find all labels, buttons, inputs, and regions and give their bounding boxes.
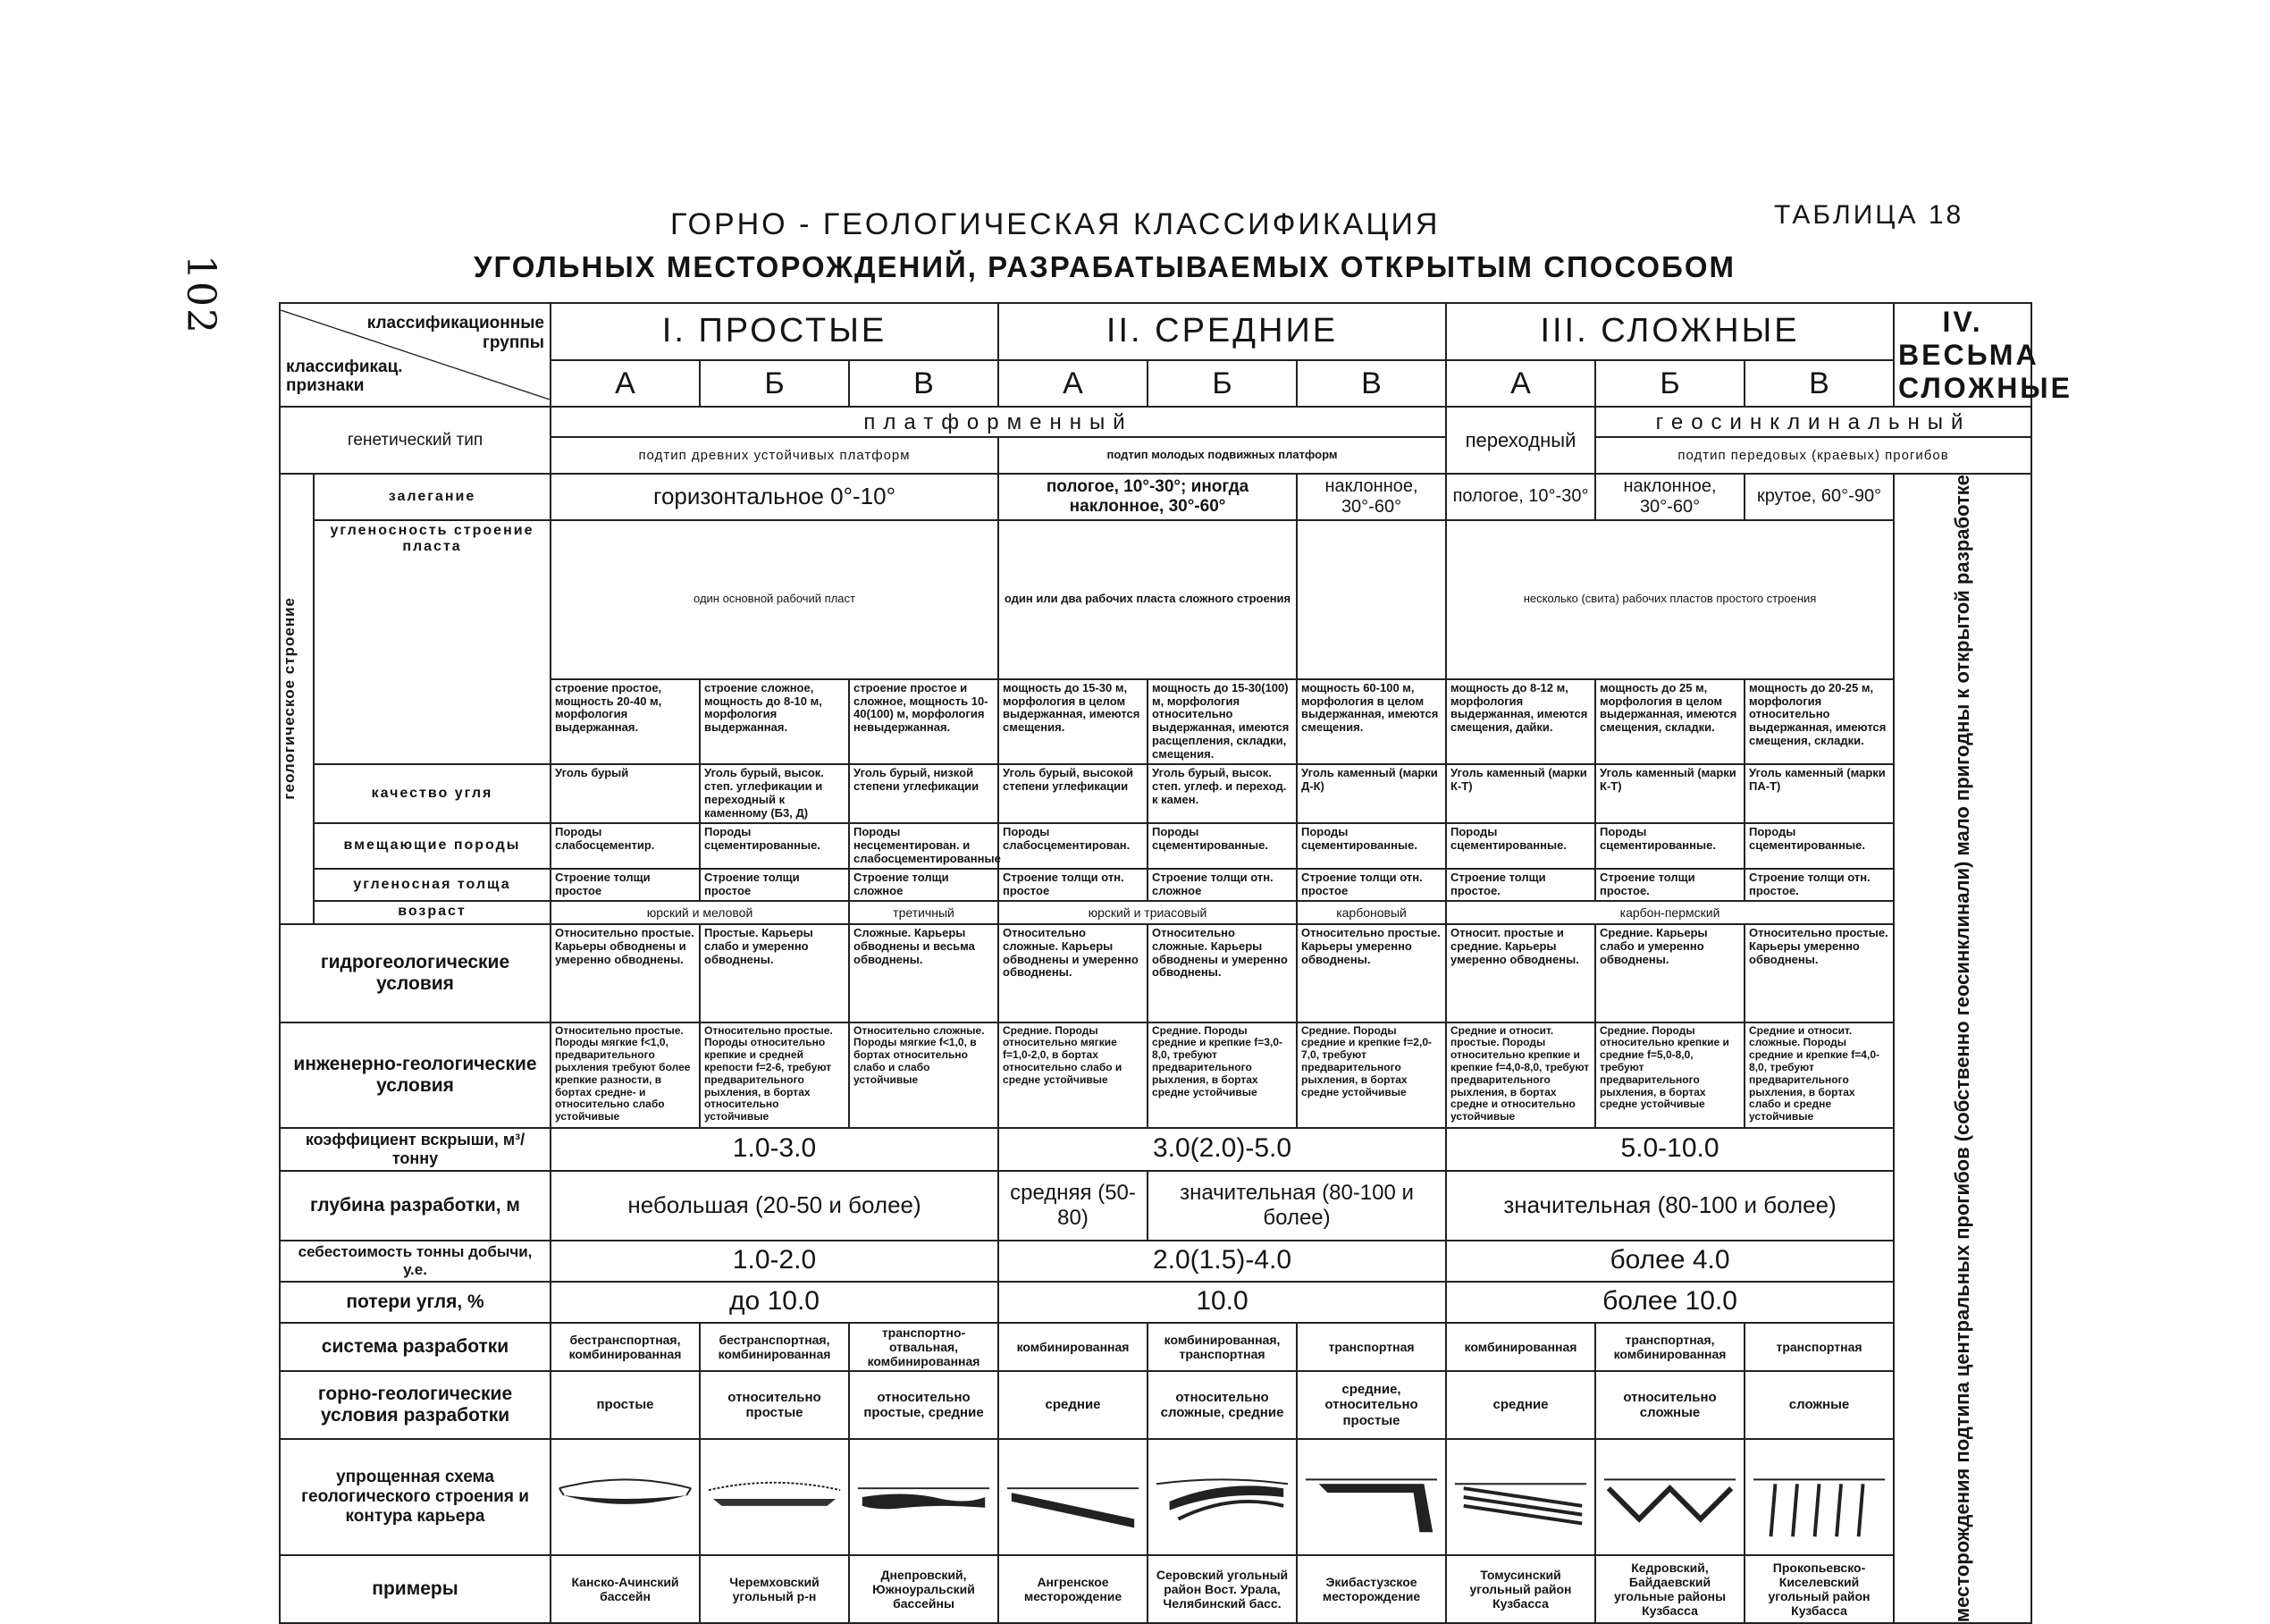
conditions-label: горно-геологические условия разработки [280,1371,551,1439]
occurrence-3a: пологое, 10°-30° [1446,474,1595,520]
system-1a: бестранспортная, комбинированная [551,1323,700,1371]
subgroup-3b: Б [1595,360,1745,407]
genetic-label: генетический тип [280,407,551,474]
subgroup-2a: А [998,360,1148,407]
engineering-3a: Средние и относит. простые. Породы относительно крепкие и крепкие f=4,0-8,0, требуют предварительного рыхления, в бортах средне и относительно устойчивые [1446,1022,1595,1128]
system-1b: бестранспортная, комбинированная [700,1323,849,1371]
seams-2a: мощность до 15-30 м, морфология в целом выдержанная, имеются смещения. [998,679,1148,765]
host-label: вмещающие породы [314,823,551,869]
depth-group2b: значительная (80-100 и более) [1148,1171,1446,1241]
scheme-3a-drawing [1450,1448,1591,1546]
scheme-1a-drawing [555,1448,695,1546]
occurrence-group2: пологое, 10°-30°; иногда наклонное, 30°-60° [998,474,1297,520]
example-3b: Кедровский, Байдаевский угольные районы Кузбасса [1595,1555,1745,1623]
subgroup-3v: В [1745,360,1894,407]
subtype-old: подтип древних устойчивых платформ [551,437,998,474]
system-2b: комбинированная, транспортная [1148,1323,1297,1371]
host-1b: Породы сцементированные. [700,823,849,869]
hydro-2b: Относительно сложные. Карьеры обводнены и умеренно обводнены. [1148,924,1297,1022]
genetic-transitional: переходный [1446,407,1595,474]
hydro-3b: Средние. Карьеры слабо и умеренно обводнены. [1595,924,1745,1022]
strata-label: угленосная толща [314,869,551,901]
group-3-header: III. СЛОЖНЫЕ [1446,303,1894,360]
hydro-1a: Относительно простые. Карьеры обводнены и умеренно обводнены. [551,924,700,1022]
group-2-header: II. СРЕДНИЕ [998,303,1446,360]
scheme-label: упрощенная схема геологического строения и контура карьера [280,1439,551,1555]
host-1v: Породы несцементирован. и слабосцементированные [849,823,998,869]
seams-2v: мощность 60-100 м, морфология в целом выдержанная, имеются смещения. [1297,679,1446,765]
seams-head-platform: один основной рабочий пласт [551,520,998,679]
example-3v: Прокопьевско-Киселевский угольный район Кузбасса [1745,1555,1894,1623]
system-3b: транспортная, комбинированная [1595,1323,1745,1371]
page-number: 102 [178,255,223,335]
host-3v: Породы сцементированные. [1745,823,1894,869]
seams-label: угленосность строение пласта [314,520,551,764]
strata-1a: Строение толщи простое [551,869,700,901]
scheme-3b [1595,1439,1745,1555]
quality-3a: Уголь каменный (марки К-Т) [1446,764,1595,823]
system-2a: комбинированная [998,1323,1148,1371]
corner-bottom-label: классификац. признаки [286,357,403,396]
group4-note-cell [1894,474,2031,1623]
age-3: карбон-пермский [1446,901,1894,924]
group-1-header: I. ПРОСТЫЕ [551,303,998,360]
engineering-3b: Средние. Породы относительно крепкие и средние f=5,0-8,0, требуют предварительного рыхления, в бортах средне устойчивые [1595,1022,1745,1128]
conditions-1a: простые [551,1371,700,1439]
occurrence-3v: крутое, 60°-90° [1745,474,1894,520]
subgroup-1b: Б [700,360,849,407]
seams-3a: мощность до 8-12 м, морфология выдержанная, имеются смещения, дайки. [1446,679,1595,765]
scheme-2b-drawing [1152,1448,1292,1546]
seams-1b: строение сложное, мощность до 8-10 м, морфология выдержанная. [700,679,849,765]
scheme-2a-drawing [1003,1448,1143,1546]
host-1a: Породы слабосцементир. [551,823,700,869]
classification-table [279,302,2072,1624]
strata-2a: Строение толщи отн. простое [998,869,1148,901]
quality-2b: Уголь бурый, высок. степ. углеф. и переход. к камен. [1148,764,1297,823]
age-2v: карбоновый [1297,901,1446,924]
age-1v: третичный [849,901,998,924]
system-3v: транспортная [1745,1323,1894,1371]
age-1ab: юрский и меловой [551,901,849,924]
geology-section [280,474,314,924]
seams-2b: мощность до 15-30(100) м, морфология относительно выдержанная, имеются расщепления, складки, смещения. [1148,679,1297,765]
cost-group3: более 4.0 [1446,1241,1894,1282]
hydro-3a: Относит. простые и средние. Карьеры умеренно обводнены. [1446,924,1595,1022]
examples-label: примеры [280,1555,551,1623]
conditions-3v: сложные [1745,1371,1894,1439]
engineering-label: инженерно-геологические условия [280,1022,551,1128]
seams-head-empty [1297,520,1446,679]
example-2v: Экибастузское месторождение [1297,1555,1446,1623]
example-1a: Канско-Ачинский бассейн [551,1555,700,1623]
depth-group1: небольшая (20-50 и более) [551,1171,998,1241]
subgroup-2b: Б [1148,360,1297,407]
subtype-foredeep: подтип передовых (краевых) прогибов [1595,437,2031,474]
quality-1b: Уголь бурый, высок. степ. углефикации и переходный к каменному (Б3, Д) [700,764,849,823]
loss-label: потери угля, % [280,1282,551,1323]
scheme-3v [1745,1439,1894,1555]
stripping-group3: 5.0-10.0 [1446,1128,1894,1171]
subgroup-2v: В [1297,360,1446,407]
quality-label: качество угля [314,764,551,823]
strata-1v: Строение толщи сложное [849,869,998,901]
stripping-label: коэффициент вскрыши, м³/тонну [280,1128,551,1171]
engineering-3v: Средние и относит. сложные. Породы средние и крепкие f=4,0-8,0, требуют предварительного рыхления, в бортах слабо и средне устойчивые [1745,1022,1894,1128]
hydro-3v: Относительно простые. Карьеры умеренно обводнены. [1745,924,1894,1022]
depth-group3: значительная (80-100 и более) [1446,1171,1894,1241]
subgroup-3a: А [1446,360,1595,407]
host-3a: Породы сцементированные. [1446,823,1595,869]
strata-3v: Строение толщи отн. простое. [1745,869,1894,901]
system-2v: транспортная [1297,1323,1446,1371]
engineering-2a: Средние. Породы относительно мягкие f=1,0-2,0, в бортах относительно слабо и средне устойчивые [998,1022,1148,1128]
seams-1a: строение простое, мощность 20-40 м, морфология выдержанная. [551,679,700,765]
occurrence-transitional: наклонное, 30°-60° [1297,474,1446,520]
scheme-1b-drawing [704,1448,845,1546]
age-2ab: юрский и триасовый [998,901,1297,924]
conditions-1b: относительно простые [700,1371,849,1439]
example-2b: Серовский угольный район Вост. Урала, Челябинский басс. [1148,1555,1297,1623]
seams-3b: мощность до 25 м, морфология в целом выдержанная, имеются смещения, складки. [1595,679,1745,765]
system-label: система разработки [280,1323,551,1371]
engineering-2b: Средние. Породы средние и крепкие f=3,0-8,0, требуют предварительного рыхления, в бортах средне устойчивые [1148,1022,1297,1128]
occurrence-group1: горизонтальное 0°-10° [551,474,998,520]
strata-1b: Строение толщи простое [700,869,849,901]
subtype-young: подтип молодых подвижных платформ [998,437,1446,474]
age-label: возраст [314,901,551,924]
scheme-1b [700,1439,849,1555]
loss-group1: до 10.0 [551,1282,998,1323]
quality-1v: Уголь бурый, низкой степени углефикации [849,764,998,823]
scheme-2v [1297,1439,1446,1555]
scheme-2v-drawing [1301,1448,1442,1546]
scheme-3a [1446,1439,1595,1555]
group-4-header: IV. ВЕСЬМА СЛОЖНЫЕ [1894,303,2031,407]
conditions-3a: средние [1446,1371,1595,1439]
loss-group3: более 10.0 [1446,1282,1894,1323]
header-corner [280,303,551,407]
subgroup-1v: В [849,360,998,407]
scheme-1v-drawing [853,1448,994,1546]
quality-3v: Уголь каменный (марки ПА-Т) [1745,764,1894,823]
scheme-3b-drawing [1600,1448,1740,1546]
system-1v: транспортно-отвальная, комбинированная [849,1323,998,1371]
hydro-1v: Сложные. Карьеры обводнены и весьма обводнены. [849,924,998,1022]
strata-2b: Строение толщи отн. сложное [1148,869,1297,901]
seams-1v: строение простое и сложное, мощность 10-40(100) м, морфология невыдержанная. [849,679,998,765]
stripping-group2: 3.0(2.0)-5.0 [998,1128,1446,1171]
depth-label: глубина разработки, м [280,1171,551,1241]
quality-2a: Уголь бурый, высокой степени углефикации [998,764,1148,823]
group4-note: месторождения подтипа центральных прогибов (собственно геосинклинали) мало пригодны к открытой разработке [1951,474,1974,1622]
occurrence-3b: наклонное, 30°-60° [1595,474,1745,520]
loss-group2: 10.0 [998,1282,1446,1323]
engineering-1a: Относительно простые. Породы мягкие f<1,0, предварительного рыхления требуют более крепкие разности, в бортах средне- и относительно слабо устойчивые [551,1022,700,1128]
depth-group2a: средняя (50-80) [998,1171,1148,1241]
cost-label: себестоимость тонны добычи, у.е. [280,1241,551,1282]
example-2a: Ангренское месторождение [998,1555,1148,1623]
seams-head-young: один или два рабочих пласта сложного строения [998,520,1297,679]
quality-1a: Уголь бурый [551,764,700,823]
quality-2v: Уголь каменный (марки Д-К) [1297,764,1446,823]
hydro-label: гидрогеологические условия [280,924,551,1022]
genetic-platform: платформенный [551,407,1446,437]
stripping-group1: 1.0-3.0 [551,1128,998,1171]
cost-group2: 2.0(1.5)-4.0 [998,1241,1446,1282]
hydro-1b: Простые. Карьеры слабо и умеренно обводнены. [700,924,849,1022]
system-3a: комбинированная [1446,1323,1595,1371]
title-line-1: ГОРНО - ГЕОЛОГИЧЕСКАЯ КЛАССИФИКАЦИЯ [670,207,1441,241]
geology-section-label: геологическое строение [281,597,298,801]
table-number: ТАБЛИЦА 18 [1774,200,1964,230]
seams-head-geo: несколько (свита) рабочих пластов простого строения [1446,520,1894,679]
scheme-2a [998,1439,1148,1555]
strata-2v: Строение толщи отн. простое [1297,869,1446,901]
scheme-2b [1148,1439,1297,1555]
scheme-1v [849,1439,998,1555]
host-2v: Породы сцементированные. [1297,823,1446,869]
strata-3b: Строение толщи простое. [1595,869,1745,901]
conditions-2b: относительно сложные, средние [1148,1371,1297,1439]
conditions-1v: относительно простые, средние [849,1371,998,1439]
subgroup-1a: А [551,360,700,407]
host-2b: Породы сцементированные. [1148,823,1297,869]
host-3b: Породы сцементированные. [1595,823,1745,869]
example-3a: Томусинский угольный район Кузбасса [1446,1555,1595,1623]
strata-3a: Строение толщи простое. [1446,869,1595,901]
title-line-2: УГОЛЬНЫХ МЕСТОРОЖДЕНИЙ, РАЗРАБАТЫВАЕМЫХ ОТКРЫТЫМ СПОСОБОМ [474,250,1736,283]
cost-group1: 1.0-2.0 [551,1241,998,1282]
example-1v: Днепровский, Южноуральский бассейны [849,1555,998,1623]
occurrence-label: залегание [314,474,551,520]
scheme-3v-drawing [1749,1448,1889,1546]
conditions-2v: средние, относительно простые [1297,1371,1446,1439]
engineering-1v: Относительно сложные. Породы мягкие f<1,0, в бортах относительно слабо и слабо устойчивые [849,1022,998,1128]
conditions-2a: средние [998,1371,1148,1439]
host-2a: Породы слабосцементирован. [998,823,1148,869]
scheme-1a [551,1439,700,1555]
example-1b: Черемховский угольный р-н [700,1555,849,1623]
engineering-2v: Средние. Породы средние и крепкие f=2,0-7,0, требуют предварительного рыхления, в бортах средне устойчивые [1297,1022,1446,1128]
corner-top-label: классификационные группы [366,314,544,353]
engineering-1b: Относительно простые. Породы относительно крепкие и средней крепости f=2-6, требуют предварительного рыхления, в бортах относительно устойчивые [700,1022,849,1128]
hydro-2a: Относительно сложные. Карьеры обводнены и умеренно обводнены. [998,924,1148,1022]
hydro-2v: Относительно простые. Карьеры умеренно обводнены. [1297,924,1446,1022]
quality-3b: Уголь каменный (марки К-Т) [1595,764,1745,823]
conditions-3b: относительно сложные [1595,1371,1745,1439]
genetic-geosyncline: геосинклинальный [1595,407,2031,437]
seams-3v: мощность до 20-25 м, морфология относительно выдержанная, имеются смещения, складки. [1745,679,1894,765]
